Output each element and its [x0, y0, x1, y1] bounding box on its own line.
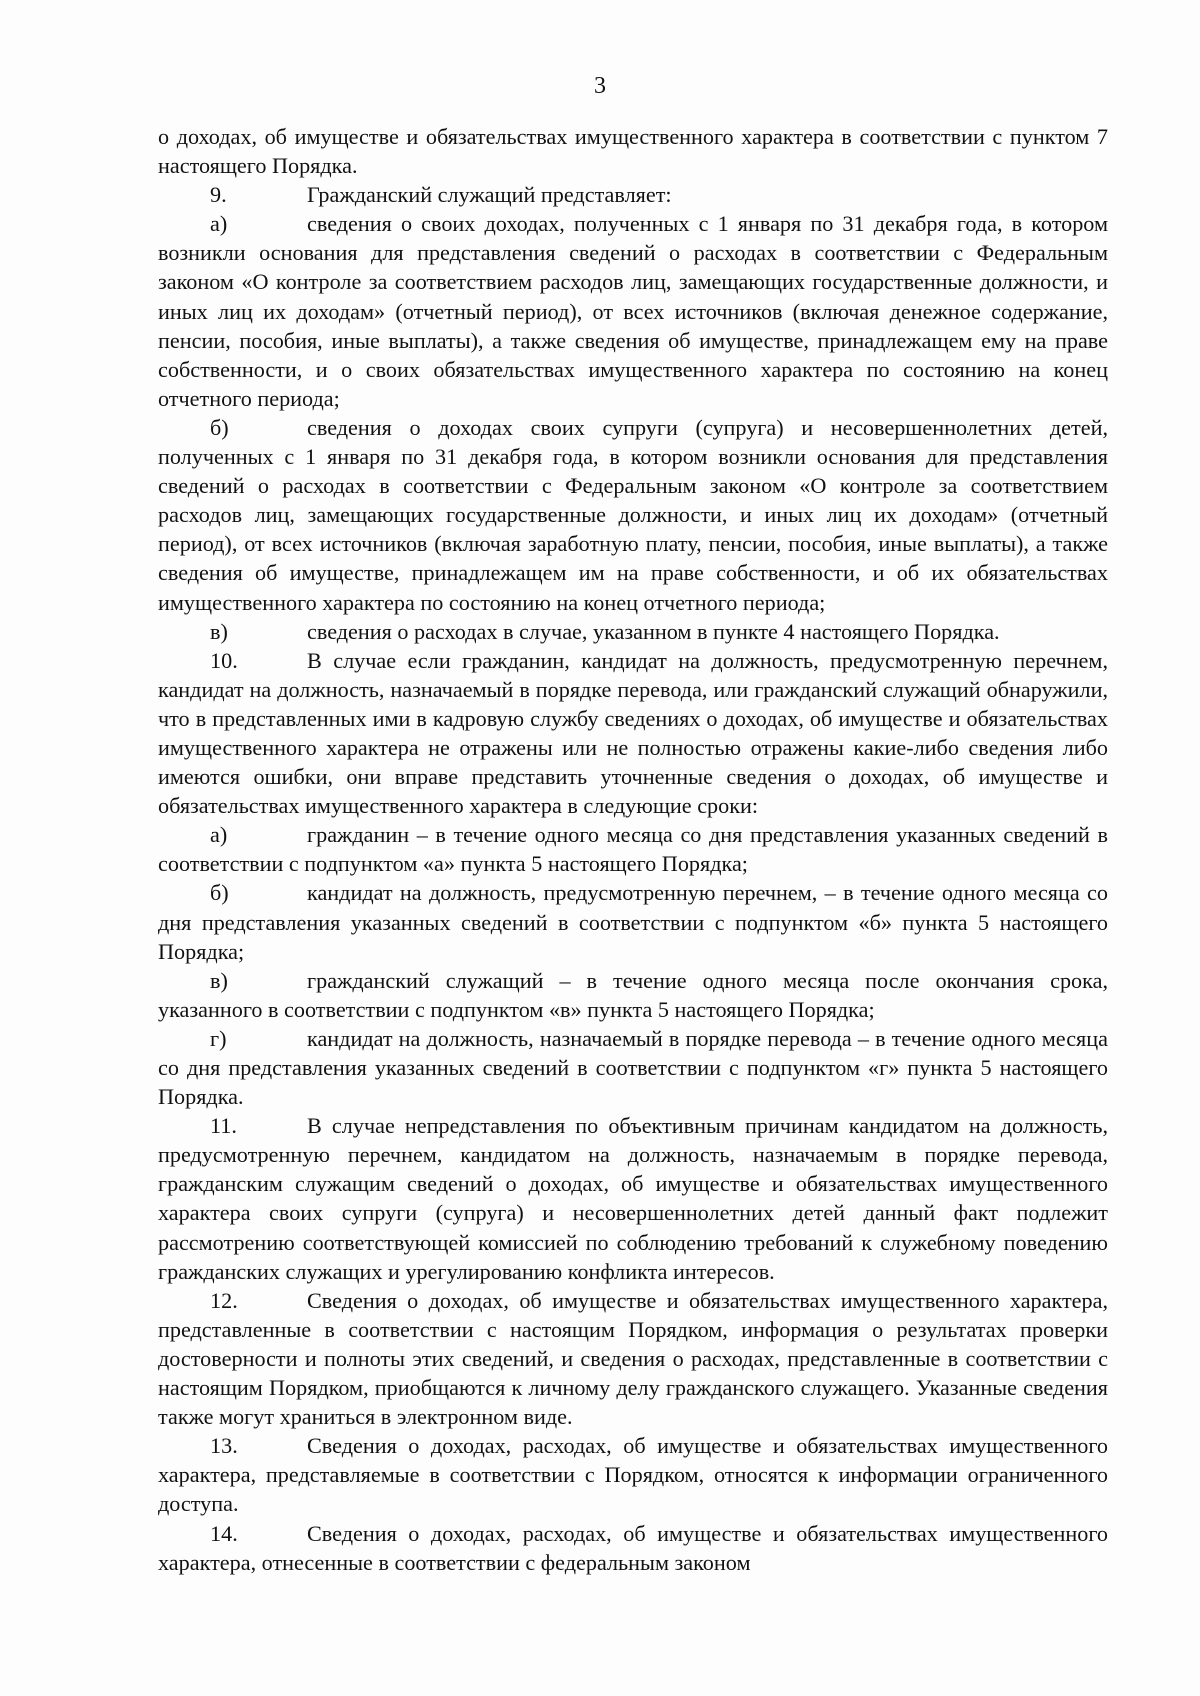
paragraph-text: кандидат на должность, предусмотренную перечнем, – в течение одного месяца со дня представления указанных сведений в соответствии с подпунктом «б» пункта 5 настоящего Порядка;	[158, 880, 1108, 964]
subparagraph-9b	[158, 413, 1108, 617]
subparagraph-10g	[158, 1024, 1108, 1111]
paragraph-9	[158, 180, 1108, 209]
paragraph-text: В случае непредставления по объективным причинам кандидатом на должность, предусмотренную перечнем, кандидатом на должность, назначаемым в порядке перевода, гражданским служащим сведений о доходах, об имуществе и обязательствах имущественного характера своих супруги (супруга) и несовершеннолетних детей данный факт подлежит рассмотрению соответствующей комиссией по соблюдению требований к служебному поведению гражданских служащих и урегулированию конфликта интересов.	[158, 1113, 1108, 1284]
paragraph-13	[158, 1431, 1108, 1518]
paragraph-text: сведения о своих доходах, полученных с 1 января по 31 декабря года, в котором возникли основания для представления сведений о расходах в соответствии с Федеральным законом «О контроле за соответствием расходов лиц, замещающих государственные должности, и иных лиц их доходам» (отчетный период), от всех источников (включая денежное содержание, пенсии, пособия, иные выплаты), а также сведения об имуществе, принадлежащем ему на праве собственности, и о своих обязательствах имущественного характера по состоянию на конец отчетного периода;	[158, 211, 1108, 411]
paragraph-text: сведения о расходах в случае, указанном в пункте 4 настоящего Порядка.	[307, 618, 1000, 644]
subparagraph-marker: а)	[210, 211, 228, 237]
subparagraph-marker: г)	[210, 1025, 227, 1051]
paragraph-number: 10.	[210, 647, 238, 673]
subparagraph-9a	[158, 209, 1108, 413]
paragraph-text: сведения о доходах своих супруги (супруга) и несовершеннолетних детей, полученных с 1 января по 31 декабря года, в котором возникли основания для представления сведений о расходах в соответствии с Федеральным законом «О контроле за соответствием расходов лиц, замещающих государственные должности, и иных лиц их доходам» (отчетный период), от всех источников (включая заработную плату, пенсии, пособия, иные выплаты), а также сведения об имуществе, принадлежащем им на праве собственности, и об их обязательствах имущественного характера по состоянию на конец отчетного периода;	[158, 414, 1108, 615]
paragraph-number: 11.	[210, 1113, 237, 1139]
paragraph-14	[158, 1519, 1108, 1577]
paragraph-number: 13.	[210, 1433, 238, 1459]
subparagraph-10a	[158, 820, 1108, 878]
paragraph-text: Сведения о доходах, расходах, об имуществе и обязательствах имущественного характера, отнесенные в соответствии с федеральным законом	[158, 1520, 1108, 1575]
subparagraph-marker: в)	[210, 618, 228, 644]
paragraph-11	[158, 1111, 1108, 1286]
paragraph-text: Сведения о доходах, расходах, об имуществе и обязательствах имущественного характера, представляемые в соответствии с Порядком, относятся к информации ограниченного доступа.	[158, 1433, 1108, 1517]
paragraph-number: 12.	[210, 1287, 238, 1313]
paragraph-text: гражданский служащий – в течение одного месяца после окончания срока, указанного в соответствии с подпунктом «в» пункта 5 настоящего Порядка;	[158, 967, 1108, 1022]
paragraph-number: 9.	[210, 182, 227, 208]
paragraph-text: гражданин – в течение одного месяца со дня представления указанных сведений в соответствии с подпунктом «а» пункта 5 настоящего Порядка;	[158, 822, 1108, 877]
paragraph-text: о доходах, об имуществе и обязательствах имущественного характера в соответствии с пунктом 7 настоящего Порядка.	[158, 124, 1108, 179]
subparagraph-marker: а)	[210, 822, 228, 848]
document-body	[158, 122, 1108, 1577]
paragraph-text: кандидат на должность, назначаемый в порядке перевода – в течение одного месяца со дня представления указанных сведений в соответствии с подпунктом «г» пункта 5 настоящего Порядка.	[158, 1025, 1108, 1110]
subparagraph-marker: в)	[210, 967, 228, 993]
subparagraph-10v	[158, 966, 1108, 1024]
paragraph-text: Гражданский служащий представляет:	[307, 182, 672, 208]
paragraph-text: Сведения о доходах, об имуществе и обязательствах имущественного характера, представленные в соответствии с настоящим Порядком, информация о результатах проверки достоверности и полноты этих сведений, и сведения о расходах, представленные в соответствии с настоящим Порядком, приобщаются к личному делу гражданского служащего. Указанные сведения также могут храниться в электронном виде.	[158, 1287, 1108, 1430]
page-number: 3	[594, 73, 606, 99]
subparagraph-marker: б)	[210, 880, 229, 906]
paragraph-continuation	[158, 122, 1108, 180]
paragraph-12	[158, 1286, 1108, 1431]
paragraph-text: В случае если гражданин, кандидат на должность, предусмотренную перечнем, кандидат на должность, назначаемый в порядке перевода, или гражданский служащий обнаружили, что в представленных ими в кадровую службу сведениях о доходах, об имуществе и обязательствах имущественного характера не отражены или не полностью отражены какие-либо сведения либо имеются ошибки, они вправе представить уточненные сведения о доходах, об имуществе и обязательствах имущественного характера в следующие сроки:	[158, 647, 1108, 819]
subparagraph-9v	[158, 617, 1108, 646]
subparagraph-marker: б)	[210, 414, 229, 440]
subparagraph-10b	[158, 878, 1108, 965]
paragraph-number: 14.	[210, 1520, 238, 1546]
paragraph-10	[158, 646, 1108, 821]
